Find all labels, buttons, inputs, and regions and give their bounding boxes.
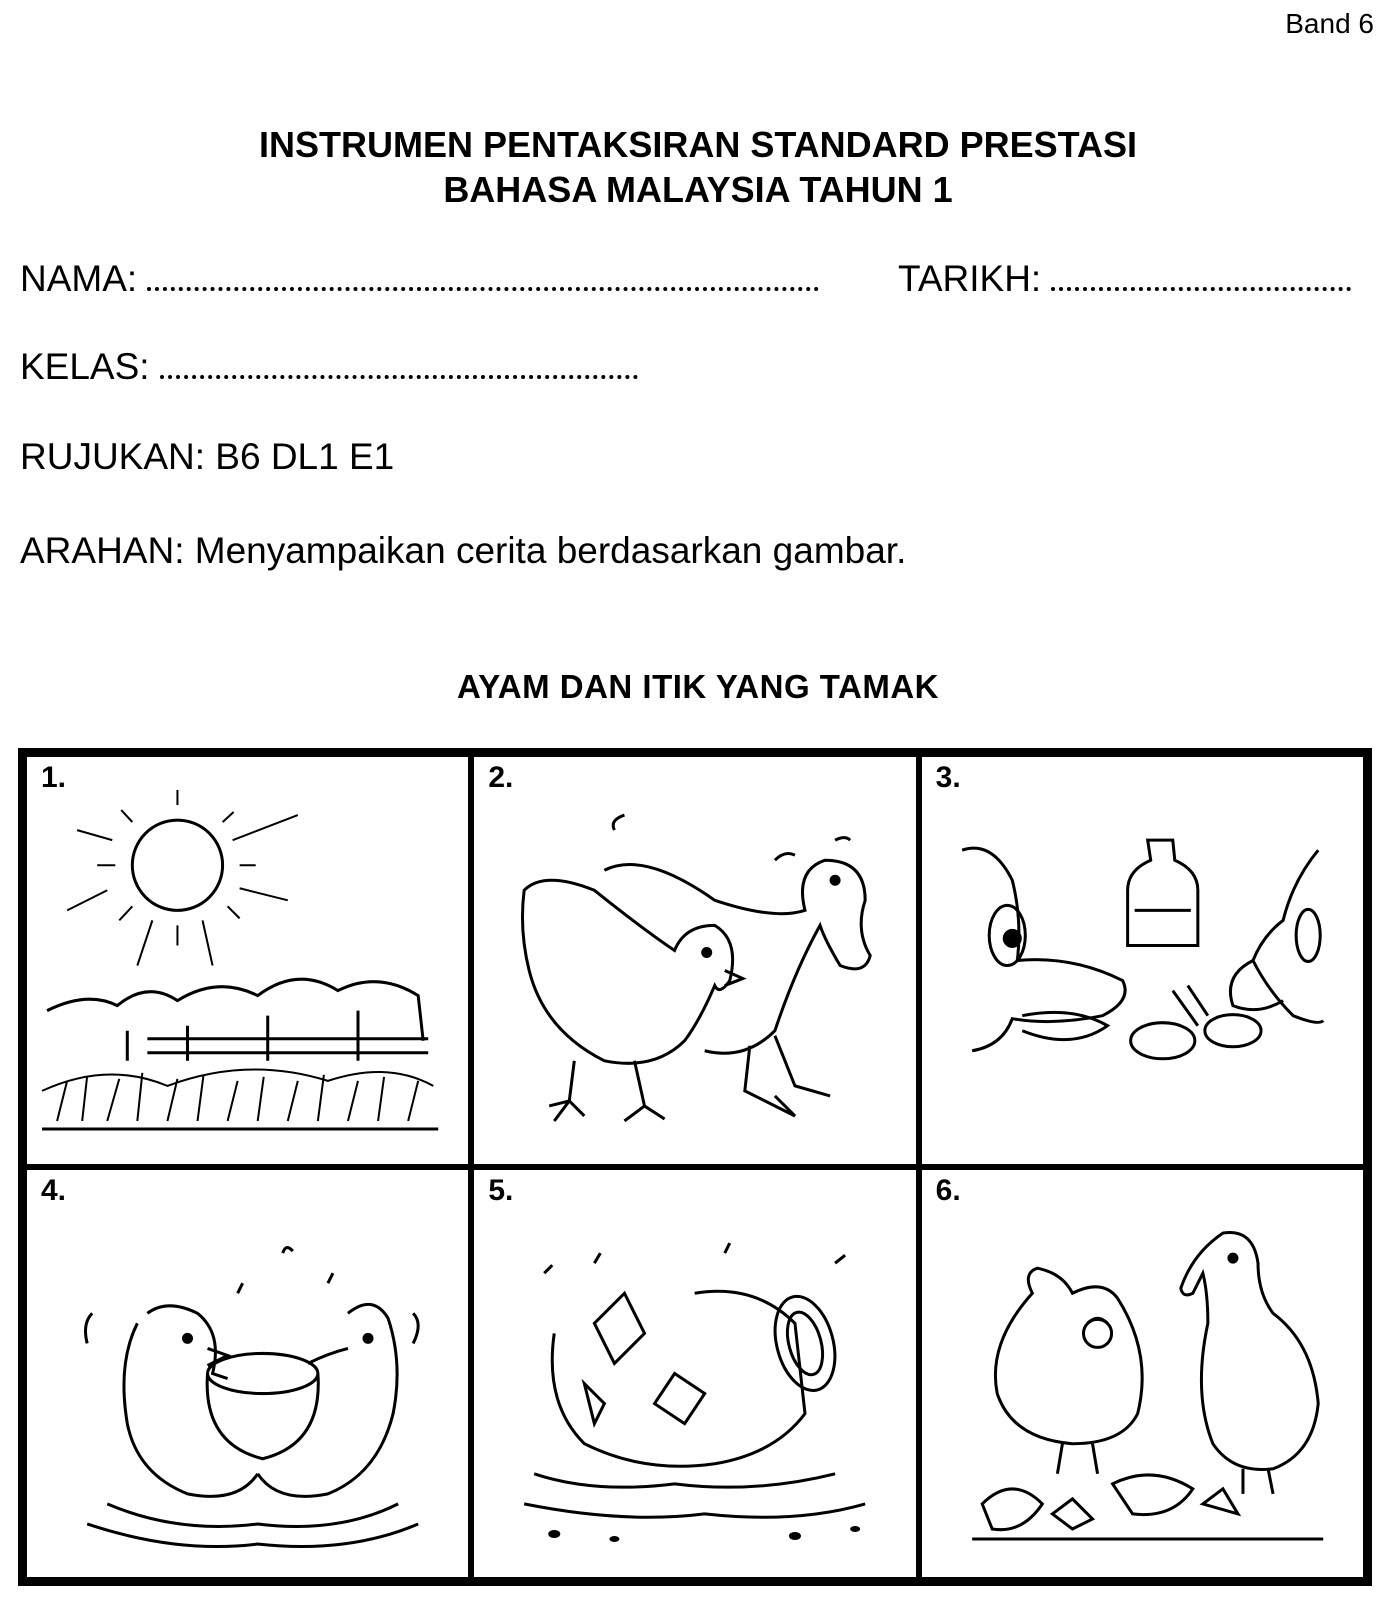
panel-number: 2. [488, 761, 514, 794]
panel-number: 5. [488, 1174, 514, 1207]
sad-hen-and-duck-icon [922, 1170, 1363, 1577]
picture-grid [18, 748, 1372, 1586]
kelas-label: KELAS: [20, 346, 150, 387]
nama-input-line[interactable] [147, 269, 819, 291]
panel-number: 4. [41, 1174, 67, 1207]
panel-3 [922, 757, 1363, 1164]
kelas-field [20, 346, 638, 388]
tarikh-label: TARIKH: [898, 258, 1042, 299]
title-line-2: BAHASA MALAYSIA TAHUN 1 [443, 169, 953, 210]
hen-duck-and-jar-icon [922, 757, 1363, 1164]
panel-number: 3. [935, 761, 961, 794]
panel-4 [27, 1170, 468, 1577]
sun-and-field-icon [27, 757, 468, 1164]
broken-jar-icon [474, 1170, 915, 1577]
panel-6 [922, 1170, 1363, 1577]
panel-1 [27, 757, 468, 1164]
nama-field [20, 258, 819, 300]
panel-2 [474, 757, 915, 1164]
kelas-input-line[interactable] [160, 357, 638, 379]
hen-duck-fighting-over-jar-icon [27, 1170, 468, 1577]
arahan-text: ARAHAN: Menyampaikan cerita berdasarkan gambar. [20, 530, 907, 571]
page-title [0, 122, 1396, 212]
band-label: Band 6 [1285, 8, 1374, 39]
story-title: AYAM DAN ITIK YANG TAMAK [456, 668, 939, 705]
panel-number: 6. [935, 1174, 961, 1207]
panel-5 [474, 1170, 915, 1577]
tarikh-input-line[interactable] [1051, 269, 1351, 291]
panel-number: 1. [41, 761, 67, 794]
title-line-1: INSTRUMEN PENTAKSIRAN STANDARD PRESTASI [258, 124, 1138, 165]
rujukan-text: RUJUKAN: B6 DL1 E1 [20, 436, 395, 477]
hen-and-duck-walking-icon [474, 757, 915, 1164]
tarikh-field [898, 258, 1351, 300]
nama-label: NAMA: [20, 258, 138, 299]
